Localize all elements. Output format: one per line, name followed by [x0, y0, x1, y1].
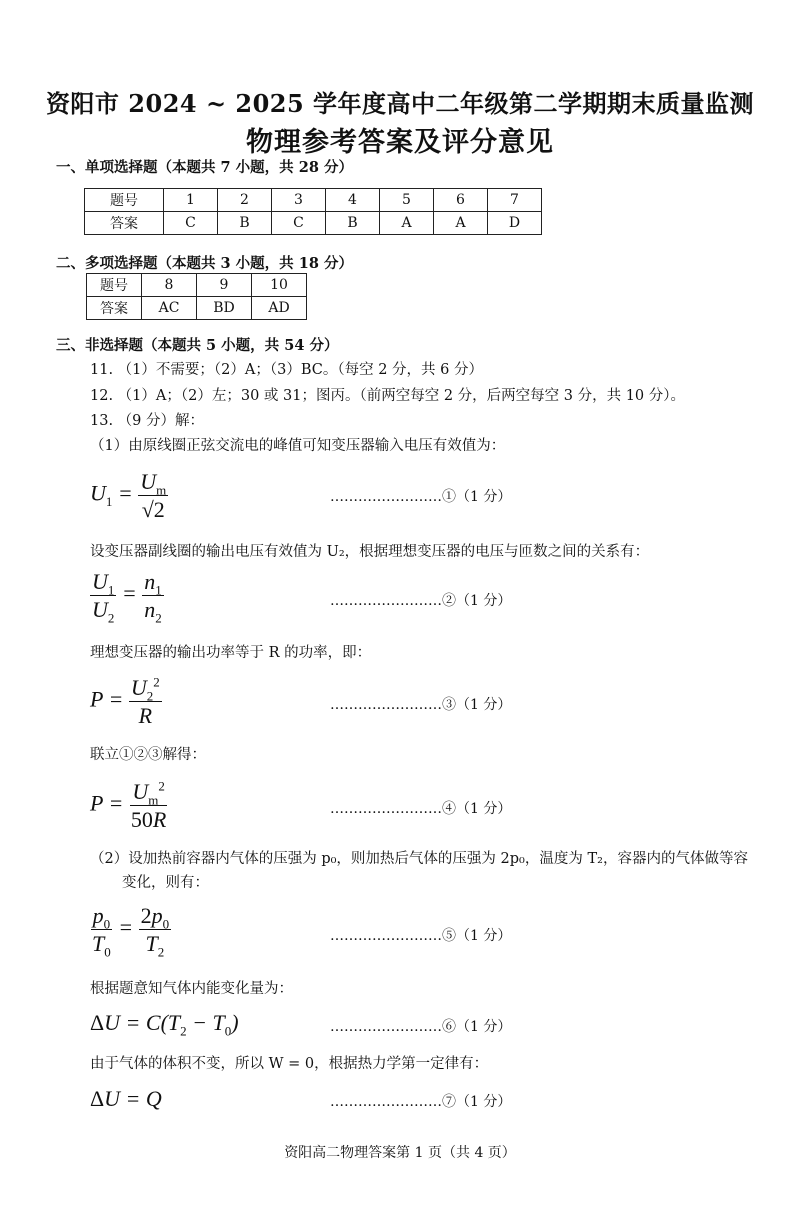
table-cell: AC — [142, 297, 197, 320]
section1-heading: 一、单项选择题（本题共 7 小题，共 28 分） — [56, 159, 353, 176]
table-cell: C — [164, 212, 218, 235]
solution-text-3: 理想变压器的输出功率等于 R 的功率，即： — [90, 645, 372, 661]
solution-text-5a: （2）设加热前容器内气体的压强为 p₀，则加热后气体的压强为 2p₀，温度为 T₂，容器内的气体做等容 — [90, 851, 748, 867]
table-cell: 6 — [434, 189, 488, 212]
answer-q13-head: 13. （9 分）解： — [90, 413, 205, 429]
table-cell: BD — [197, 297, 252, 320]
page-title-sub: 物理参考答案及评分意见 — [246, 127, 554, 158]
table-cell: 8 — [142, 274, 197, 297]
equation-1: $U_1$ = $\frac{U_m}{√2}$ — [90, 469, 167, 523]
solution-text-6: 根据题意知气体内能变化量为： — [90, 981, 293, 997]
score-mark-4: ……………………④（1 分） — [330, 801, 512, 817]
score-mark-5: ……………………⑤（1 分） — [330, 928, 512, 944]
equation-2: $\frac{U_1}{U_2}$ = $\frac{n_1}{n_2}$ — [92, 569, 162, 626]
table-cell: A — [434, 212, 488, 235]
solution-text-1: （1）由原线圈正弦交流电的峰值可知变压器输入电压有效值为： — [90, 438, 506, 454]
solution-text-5b: 变化，则有： — [122, 875, 209, 891]
page-footer: 资阳高二物理答案第 1 页（共 4 页） — [284, 1145, 516, 1161]
table-cell: D — [488, 212, 542, 235]
table-cell: 7 — [488, 189, 542, 212]
table-row — [85, 189, 542, 212]
table-cell: 答案 — [87, 297, 142, 320]
solution-text-7: 由于气体的体积不变，所以 W = 0，根据热力学第一定律有： — [90, 1056, 489, 1072]
equation-4: P = $\frac{U_m^2}{50R}$ — [90, 778, 167, 833]
table-cell: 10 — [252, 274, 307, 297]
table-cell: 2 — [218, 189, 272, 212]
solution-text-4: 联立①②③解得： — [90, 747, 206, 763]
answer-q12: 12. （1）A；（2）左；30 或 31；图丙。（前两空每空 2 分，后两空每空 3 分，共 10 分）。 — [90, 388, 686, 404]
equation-6: $\Delta U = C(T_2 - T_0)$ — [90, 1010, 239, 1039]
score-mark-3: ……………………③（1 分） — [330, 697, 512, 713]
table-row — [85, 212, 542, 235]
table-row — [87, 297, 307, 320]
table-cell: 5 — [380, 189, 434, 212]
section2-answer-table — [86, 273, 307, 320]
equation-7: ΔU = Q — [90, 1086, 162, 1111]
answer-q11: 11. （1）不需要；（2）A；（3）BC。（每空 2 分，共 6 分） — [90, 362, 483, 378]
section2-heading: 二、多项选择题（本题共 3 小题，共 18 分） — [56, 255, 353, 272]
score-mark-2: ……………………②（1 分） — [330, 593, 512, 609]
section1-answer-table — [84, 188, 542, 235]
table-cell: B — [326, 212, 380, 235]
section3-heading: 三、非选择题（本题共 5 小题，共 54 分） — [56, 337, 339, 354]
equation-5: $\frac{p_0}{T_0}$ = $\frac{2p_0}{T_2}$ — [92, 903, 170, 960]
table-cell: 题号 — [87, 274, 142, 297]
table-cell: AD — [252, 297, 307, 320]
table-cell: 1 — [164, 189, 218, 212]
score-mark-7: ……………………⑦（1 分） — [330, 1094, 512, 1110]
table-cell: 3 — [272, 189, 326, 212]
page-title-main: 资阳市 2024 ~ 2025 学年度高中二年级第二学期期末质量监测 — [45, 89, 755, 118]
solution-text-2: 设变压器副线圈的输出电压有效值为 U₂，根据理想变压器的电压与匝数之间的关系有： — [90, 544, 650, 560]
table-cell: 答案 — [85, 212, 164, 235]
table-cell: B — [218, 212, 272, 235]
table-cell: C — [272, 212, 326, 235]
table-cell: 4 — [326, 189, 380, 212]
score-mark-6: ……………………⑥（1 分） — [330, 1019, 512, 1035]
table-cell: 9 — [197, 274, 252, 297]
score-mark-1: ……………………①（1 分） — [330, 489, 512, 505]
table-cell: A — [380, 212, 434, 235]
equation-3: P = $\frac{U_2^2}{R}$ — [90, 674, 160, 729]
table-row — [87, 274, 307, 297]
table-cell: 题号 — [85, 189, 164, 212]
